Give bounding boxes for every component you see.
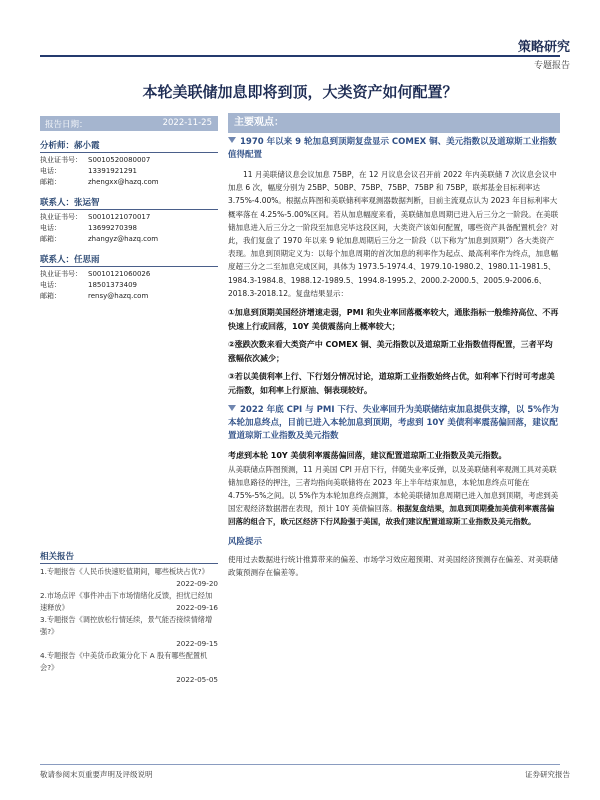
report-date-label: 报告日期：	[45, 120, 88, 130]
license-number: S0010520080007	[88, 156, 151, 164]
report-type: 专题报告	[533, 61, 570, 71]
email-link[interactable]: rensy@hazq.com	[88, 292, 149, 300]
contact-block: 联系人：任思雨 执业证书号： S0010121060026 电话： 18501373409 邮箱： rensy@hazq.com	[40, 253, 218, 302]
core-views-header: 主要观点：	[228, 113, 560, 133]
section-2-paragraph: 从美联储点阵图预测，11 月美国 CPI 开启下行，伴随失业率反弹，以及美联储利率观测工具对美联储加息路径的押注，三者均指向美联储将在 2023 年上半年结束加息，本轮加息终点可能在 4.75%-5%之间。以 5%作为本轮加息终点测算，本轮美联储加息周期已进入加息到顶期，考虑到美国宏观经济数据潜在表现，预计 10Y 美债偏回落。根据复盘结果，加息到顶期叠加美债利率震荡偏回落的组合下，欧元区经济下行风险强于美国，故我们建议配置道琼斯工业指数及美元指数。	[228, 464, 559, 527]
contact-name-row: 联系人：任思雨	[40, 253, 218, 267]
section-2-title: 2022 年底 CPI 与 PMI 下行、失业率回升为美联储结束加息提供支撑，以 5%作为本轮加息终点，目前已进入本轮加息到顶期，考虑到 10Y 美债利率震荡偏回落，建议配置道琼斯工业指数及美元指数	[228, 405, 559, 442]
report-date-bar	[40, 116, 218, 131]
header-divider	[40, 55, 560, 57]
triangle-bullet-icon	[228, 137, 236, 143]
footer-label: 证券研究报告	[525, 770, 570, 779]
risk-paragraph: 使用过去数据进行统计推算带来的偏差、市场学习效应超预期、对美国经济预测存在偏差、对美联储政策预测存在偏差等。	[228, 554, 558, 577]
section-1-paragraph: 11 月美联储议息会议加息 75BP，在 12 月议息会议召开前 2022 年内美联储 7 次议息会议中加息 6 次，幅度分别为 25BP、50BP、75BP、75BP、75BP 和 75BP，联邦基金目标利率达 3.75%-4.00%。根据点阵图和美联储利率观测器数据判断，目前主流观点认为 2023 年目标利率大概率落在 4.25%-5.00%区间。若从加息幅度来看，美联储加息周期已进入后三分之一阶段。在美联储加息进入后三分之一阶段至加息完毕这段区间，大类资产该如何配置，哪些资产具备配置机会？对此，我们复盘了 1970 年以来 9 轮加息周期后三分之一阶段（以下称为“加息到顶期”）各大类资产表现。加息到顶期定义为：以每个加息周期的首次加息的利率作为起点、最高利率作为终点，加息幅度超三分之二至加息完成区间，具体为 1973.5-1974.4、1979.10-1980.2、1980.11-1981.5、1984.3-1984.8、1988.12-1989.5、1994.8-1995.2、2000.2-2000.5、2005.9-2006.6、2018.3-2018.12。复盘结果显示：	[228, 170, 559, 298]
license-number: S0010121060026	[88, 270, 151, 278]
footer-disclaimer: 敬请参阅末页重要声明及评级说明	[40, 770, 153, 779]
related-report-item[interactable]: 2.市场点评《事件冲击下市场情绪化反馈，担忧已经加速释放》 2022-09-16	[40, 591, 218, 612]
section-2-lead: 考虑到本轮 10Y 美债利率震荡偏回落，建议配置道琼斯工业指数及美元指数。	[228, 451, 507, 461]
finding-2: ②涨跌次数来看大类资产中 COMEX 铜、美元指数以及道琼斯工业指数值得配置，三者平均涨幅依次减少；	[228, 340, 553, 363]
triangle-bullet-icon	[228, 405, 236, 411]
risk-title: 风险提示	[228, 536, 263, 547]
analyst-block: 分析师：郝小霞 执业证书号： S0010520080007 电话： 13391921291 邮箱： zhengxx@hazq.com	[40, 139, 218, 188]
contact-block: 联系人：张运智 执业证书号： S0010121070017 电话： 13699270398 邮箱： zhangyz@hazq.com	[40, 196, 218, 245]
section-1-title: 1970 年以来 9 轮加息到顶期复盘显示 COMEX 铜、美元指数以及道琼斯工业指数值得配置	[228, 137, 557, 160]
email-link[interactable]: zhangyz@hazq.com	[88, 235, 159, 243]
related-report-item[interactable]: 3.专题报告《调控放松行情延续，景气能否接续情绪增强?》 2022-09-15	[40, 615, 218, 648]
email-link[interactable]: zhengxx@hazq.com	[88, 178, 159, 186]
footer-divider	[40, 764, 560, 765]
phone-number: 18501373409	[88, 281, 137, 289]
license-number: S0010121070017	[88, 213, 151, 221]
report-title: 本轮美联储加息即将到顶，大类资产如何配置？	[142, 83, 458, 101]
phone-number: 13391921291	[88, 167, 137, 175]
finding-1: ①加息到顶期美国经济增速走弱，PMI 和失业率回落概率较大，通胀指标一般维持高位、不再快速上行或回落，10Y 美债震荡向上概率较大；	[228, 308, 559, 331]
related-report-item[interactable]: 4.专题报告《中美货币政策分化下 A 股有哪些配置机会?》 2022-05-05	[40, 651, 218, 684]
analyst-name-row: 分析师：郝小霞	[40, 139, 218, 153]
related-reports-list	[40, 566, 218, 686]
phone-number: 13699270398	[88, 224, 137, 232]
related-report-item[interactable]: 1.专题报告《人民币快速贬值期间，哪些板块占优?》 2022-09-20	[40, 567, 218, 588]
section-1	[228, 136, 560, 579]
related-reports-title: 相关报告	[40, 550, 218, 564]
contact-name-row: 联系人：张运智	[40, 196, 218, 210]
finding-3: ③若以美债利率上行、下行划分情况讨论，道琼斯工业指数始终占优，如利率下行时可考虑美元指数，如利率上行原油、铜表现较好。	[228, 372, 555, 395]
report-date: 2022-11-25	[162, 118, 212, 128]
brand-title: 策略研究	[517, 40, 570, 55]
